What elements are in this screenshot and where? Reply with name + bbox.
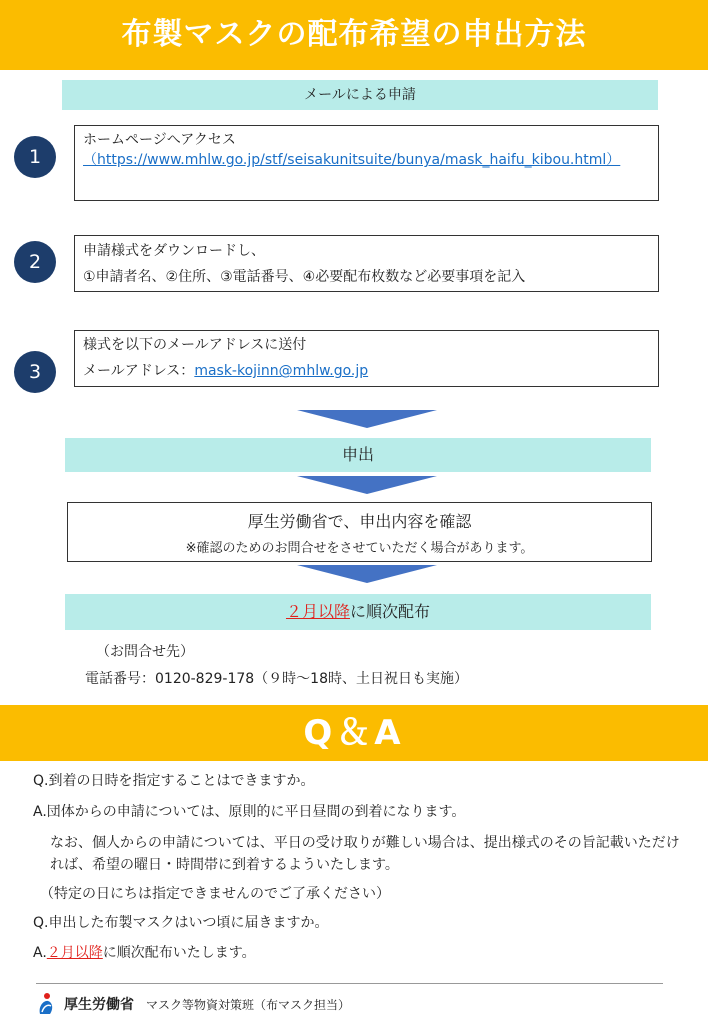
answer-2-highlight: ２月以降 <box>46 945 103 961</box>
mail-section-heading: メールによる申請 <box>62 80 658 110</box>
answer-2-text: に順次配布いたします。 <box>102 945 256 961</box>
step-2-number: 2 <box>14 241 56 283</box>
step-2-box <box>74 235 659 292</box>
question-1: Q.到着の日時を指定することはできますか。 <box>33 773 315 789</box>
homepage-link[interactable]: （https://www.mhlw.go.jp/stf/seisakunitsuite/bunya/mask_haifu_kibou.html） <box>83 152 621 169</box>
step-1-text: ホームページへアクセス <box>83 132 236 148</box>
email-line <box>83 361 650 381</box>
answer-1-extra: （特定の日にちは指定できませんのでご了承ください） <box>40 886 390 902</box>
apply-step: 申出 <box>65 438 651 472</box>
footer <box>36 990 350 1018</box>
delivery-date-highlight: ２月以降 <box>285 602 350 621</box>
down-arrow-icon <box>297 565 437 583</box>
answer-1: A.団体からの申請については、原則的に平日昼間の到着になります。 <box>33 804 466 820</box>
confirm-text: 厚生労働省で、申出内容を確認 <box>247 512 472 531</box>
down-arrow-icon <box>297 410 437 428</box>
ministry-name: 厚生労働省 <box>64 997 134 1013</box>
step-2-text: 申請様式をダウンロードし、 <box>83 243 265 259</box>
down-arrow-icon <box>297 476 437 494</box>
section-name: マスク等物資対策班（布マスク担当） <box>146 997 351 1012</box>
step-1-number: 1 <box>14 136 56 178</box>
step-3-box <box>74 330 659 387</box>
step-3-number: 3 <box>14 351 56 393</box>
confirm-note: ※確認のためのお問合せをさせていただく場合があります。 <box>185 541 534 556</box>
ministry-logo-icon <box>36 992 58 1016</box>
answer-2 <box>33 942 256 964</box>
answer-2-prefix: A. <box>33 945 47 961</box>
footer-divider <box>36 983 663 984</box>
contact-phone: 電話番号：0120-829-178（９時～18時、土日祝日も実施） <box>85 671 468 687</box>
step-1-box <box>74 125 659 201</box>
email-label: メールアドレス： <box>83 363 195 380</box>
step-3-text: 様式を以下のメールアドレスに送付 <box>83 337 307 353</box>
delivery-text: に順次配布 <box>350 602 431 621</box>
contact-label: （お問合せ先） <box>96 644 194 660</box>
delivery-step <box>65 594 651 630</box>
step-2-details: ①申請者名、②住所、③電話番号、④必要配布枚数など必要事項を記入 <box>83 269 526 286</box>
qa-heading: Q＆A <box>0 705 708 761</box>
confirm-box <box>67 502 652 562</box>
email-link[interactable]: mask-kojinn@mhlw.go.jp <box>194 363 369 380</box>
page-title: 布製マスクの配布希望の申出方法 <box>0 0 708 70</box>
question-2: Q.申出した布製マスクはいつ頃に届きますか。 <box>33 915 329 931</box>
answer-1-note: なお、個人からの申請については、平日の受け取りが難しい場合は、提出様式のその旨記載いただければ、希望の曜日・時間帯に到着するよういたします。 <box>50 835 680 874</box>
